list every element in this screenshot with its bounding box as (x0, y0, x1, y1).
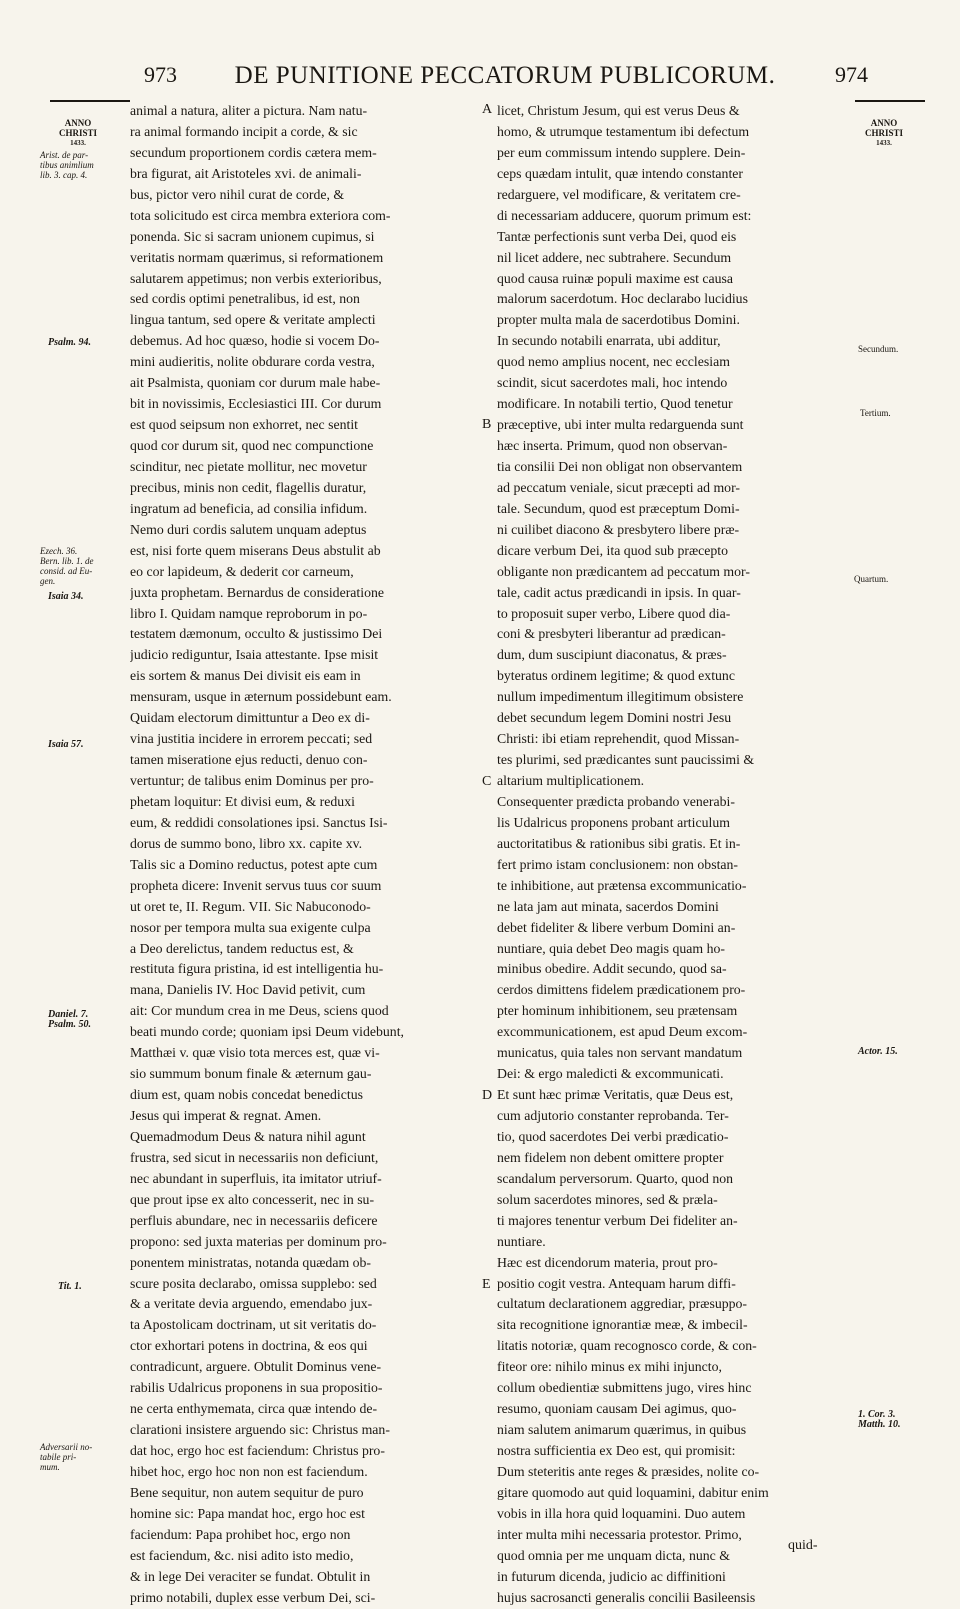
text-line: rabilis Udalricus proponens in sua propositio- (130, 1380, 383, 1396)
text-line: ad peccatum veniale, sicut præcepti ad mor- (497, 479, 740, 495)
margin-note-isaia-34: Isaia 34. (48, 591, 84, 602)
text-line: Talis sic a Domino reductus, potest apte cum (130, 856, 378, 872)
text-line: altarium multiplicationem. (497, 773, 645, 788)
text-line: pter hominum inhibitionem, seu prætensam (497, 1003, 738, 1019)
text-line: quod omnia per me unquam dicta, nunc & (497, 1547, 730, 1563)
text-line: primo notabili, duplex esse verbum Dei, sci- (130, 1589, 376, 1605)
page-number-right: 974 (835, 62, 868, 87)
text-line: scindit, sicut sacerdotes mali, hoc intendo (497, 375, 728, 391)
margin-line: tabile pri- (40, 1452, 77, 1462)
text-line: eo cor lapideum, & dederit cor carneum, (130, 563, 354, 579)
text-line: Jesus qui imperat & regnat. Amen. (130, 1108, 322, 1123)
text-line: debemus. Ad hoc quæso, hodie si vocem Do- (130, 333, 380, 349)
text-line: perfluis abundare, nec in necessariis deficere (130, 1212, 378, 1228)
text-line: Hæc est dicendorum materia, prout pro- (497, 1254, 718, 1270)
text-line: tamen miseratione ejus reducti, denuo con- (130, 752, 368, 768)
text-line: propono: sed juxta materias per dominum pro- (130, 1233, 387, 1249)
margin-line: Adversarii no- (40, 1442, 93, 1452)
text-line: tota solicitudo est circa membra exteriora com- (130, 207, 391, 223)
text-line: bus, pictor vero nihil curat de corde, & (130, 186, 345, 202)
text-line: nil licet addere, nec subtrahere. Secundum (497, 249, 732, 265)
text-line: solum sacerdotes minores, sed & præla- (497, 1191, 718, 1207)
anno-line: 1433. (70, 139, 86, 147)
text-line: libro I. Quidam namque reproborum in po- (130, 605, 368, 621)
anno-line: CHRISTI (58, 128, 97, 138)
text-line: clarationi insistere arguendo sic: Christus man- (130, 1422, 390, 1438)
text-line: propter multa mala de sacerdotibus Domini. (497, 312, 740, 328)
text-line: judicio rediguntur, Isaia attestante. Ipse misit (130, 647, 379, 663)
text-line: & a veritate devia arguendo, emendabo jux- (130, 1296, 373, 1312)
text-line: ctor exhortari potens in doctrina, & eos qui (130, 1338, 368, 1354)
page-title: DE PUNITIONE PECCATORUM PUBLICORUM. (234, 62, 776, 89)
header-rule-left (50, 100, 130, 102)
text-line: hibet hoc, ergo hoc non non est faciendum. (130, 1463, 368, 1479)
text-line: Quidam electorum dimittuntur a Deo ex di- (130, 710, 370, 726)
margin-note-adversarii (40, 1442, 92, 1472)
text-line: est faciendum, &c. nisi adito isto medio, (130, 1547, 354, 1563)
text-line: lingua tantum, sed opere & veritate amplecti (130, 312, 376, 328)
text-line: tio, quod sacerdotes Dei verbi prædicatio- (497, 1128, 729, 1144)
text-line: collum obedientiæ submittens jugo, vires hinc (497, 1380, 752, 1396)
text-line: salutarem appetimus; non verbis exterioribus, (130, 270, 382, 286)
text-line: homine sic: Papa mandat hoc, ergo hoc est (130, 1505, 365, 1521)
text-line: nosor per tempora multa sua exigente culpa (130, 919, 371, 935)
margin-note-cor (858, 1410, 901, 1430)
text-line: quod causa ruinæ populi maxime est causa (497, 270, 734, 286)
text-line: que prout ipse ex alto concesserit, nec in su- (130, 1191, 375, 1207)
text-line: eis sortem & manus Dei divisit eis eam in (130, 668, 361, 684)
text-line: ait: Cor mundum crea in me Deus, sciens quod (130, 1003, 389, 1019)
margin-line: 1. Cor. 3. (858, 1409, 896, 1420)
section-letter-c: C (482, 774, 492, 789)
text-line: Matthæi v. quæ visio tota merces est, quæ vi- (130, 1045, 380, 1061)
section-letter-e: E (482, 1277, 491, 1292)
text-line: phetam loquitur: Et divisi eum, & reduxi (130, 793, 355, 809)
text-line: quod cor durum sit, quod nec compunctione (130, 438, 374, 453)
text-line: byteratus ordinem legitime; & quod extunc (497, 668, 735, 684)
text-line: mini audieritis, nolite obdurare corda vestra, (130, 354, 375, 370)
text-line: in futurum dicenda, judicio ac diffinitioni (497, 1568, 726, 1584)
text-line: ait Psalmista, quoniam cor durum male habe- (130, 375, 381, 391)
text-line: debet secundum legem Domini nostri Jesu (497, 710, 732, 726)
text-line: frustra, sed sicut in necessariis non deficiunt, (130, 1149, 379, 1165)
page-number-left: 973 (144, 62, 177, 87)
text-line: malorum sacerdotum. Hoc declarabo lucidius (497, 291, 748, 307)
text-line: beati mundo corde; quoniam ipsi Deum videbunt, (130, 1024, 404, 1040)
anno-line: CHRISTI (864, 128, 903, 138)
text-line: ra animal formando incipit a corde, & sic (130, 123, 358, 139)
anno-line: 1433. (876, 139, 892, 147)
text-line: veritatis normam quærimus, si reformationem (130, 249, 384, 265)
text-line: ti majores tenentur verbum Dei fideliter an- (497, 1212, 738, 1228)
text-line: ta Apostolicam doctrinam, ut sit veritatis do- (130, 1317, 377, 1333)
text-line: litatis notoriæ, quam recognosco corde, & con- (497, 1338, 757, 1354)
margin-note-actor: Actor. 15. (858, 1046, 898, 1057)
text-line: inter multa mihi necessaria protestor. Primo, (497, 1526, 742, 1542)
text-line: est quod seipsum non exhorret, nec sentit (130, 417, 358, 433)
text-line: cum adjutorio constanter reprobanda. Ter- (497, 1108, 729, 1123)
margin-note-arist (40, 150, 94, 180)
text-line: Et sunt hæc primæ Veritatis, quæ Deus est, (497, 1087, 734, 1103)
catchword: quid- (788, 1538, 818, 1553)
text-line: Tantæ perfectionis sunt verba Dei, quod eis (497, 228, 737, 244)
text-line: propheta dicere: Invenit servus tuus cor suum (130, 877, 382, 893)
text-line: Bene sequitur, non autem sequitur de puro (130, 1484, 364, 1500)
margin-note-psalm: Psalm. 94. (48, 337, 92, 348)
text-line: homo, & utrumque testamentum ibi defectum (497, 123, 750, 139)
text-line: tes plurimi, sed prædicantes sunt paucissimi & (497, 752, 755, 768)
text-line: ceps quædam intulit, quæ intendo constanter (497, 165, 744, 181)
text-line: est, nisi forte quem miserans Deus abstulit ab (130, 542, 381, 558)
text-line: In secundo notabili enarrata, ubi additur, (497, 333, 721, 349)
text-line: positio cogit vestra. Antequam harum diffi- (497, 1275, 736, 1291)
text-line: nem fidelem non debent omittere propter (497, 1149, 724, 1165)
margin-line: gen. (40, 576, 56, 586)
text-line: nuntiare. (497, 1233, 546, 1249)
text-line: scandalum perversorum. Quarto, quod non (497, 1170, 734, 1186)
text-line: testatem dæmonum, occulto & justissimo Dei (130, 626, 383, 642)
text-line: ni cuilibet diacono & presbytero libere præ- (497, 521, 740, 537)
text-line: Dum steteritis ante reges & præsides, nolite co- (497, 1463, 760, 1479)
text-line: nuntiare, quia debet Deo magis quam ho- (497, 940, 725, 956)
anno-christi-left (52, 118, 104, 148)
text-line: municatus, quia tales non servant mandatum (497, 1045, 743, 1061)
text-line: quod nemo amplius nocent, nec ecclesiam (497, 354, 730, 370)
text-line: tale, cadit actus prædicandi in ipsis. In quar- (497, 584, 741, 600)
text-line: redarguere, vel modificare, & veritatem cre- (497, 186, 741, 202)
page-header (130, 62, 880, 102)
text-line: te inhibitione, aut prætensa excommunicatio- (497, 877, 747, 893)
text-line: tia consilii Dei non obligat non observantem (497, 458, 743, 474)
anno-christi-right (856, 118, 912, 148)
text-line: fiteor ore: nihilo minus ex mihi injuncto, (497, 1359, 722, 1375)
text-line: juxta prophetam. Bernardus de consideratione (130, 584, 385, 600)
text-line: secundum proportionem cordis cætera mem- (130, 144, 377, 160)
text-line: dium est, quam nobis concedat benedictus (130, 1087, 363, 1103)
text-line: per eum commissum intendo supplere. Dein- (497, 144, 746, 160)
text-line: coni & presbyteri liberantur ad prædican- (497, 626, 726, 642)
text-line: niam salutem animarum quærimus, in quibus (497, 1422, 747, 1438)
margin-note-secundum: Secundum. (858, 344, 899, 354)
text-line: Quemadmodum Deus & natura nihil agunt (130, 1128, 366, 1144)
text-line: contradicunt, arguere. Obtulit Dominus vene- (130, 1359, 382, 1375)
text-line: eum, & reddidi consolationes ipsi. Sanctus Isi- (130, 814, 388, 830)
text-line: dicare verbum Dei, ita quod sub præcepto (497, 542, 729, 558)
text-line: sio summum bonum finale & æternum gau- (130, 1066, 372, 1082)
text-line: & in lege Dei veraciter se fundat. Obtulit in (130, 1568, 371, 1584)
text-line: bra figurat, ait Aristoteles xvi. de animali- (130, 165, 362, 181)
text-line: Christi: ibi etiam reprehendit, quod Missan- (497, 731, 740, 747)
margin-line: Arist. de par- (40, 150, 89, 160)
text-line: dorus de summo bono, libro xx. capite xv. (130, 835, 363, 851)
text-line: hujus sacrosancti generalis concilii Basileensis (497, 1589, 756, 1605)
margin-line: Daniel. 7. (48, 1009, 89, 1020)
margin-note-isaia-57: Isaia 57. (48, 739, 84, 750)
text-line: vina justitia incidere in errorem peccati; sed (130, 731, 373, 747)
text-line: minibus obedire. Addit secundo, quod sa- (497, 961, 727, 977)
margin-note-quartum: Quartum. (854, 574, 889, 584)
text-line: ponenda. Sic si sacram unionem cupimus, si (130, 228, 375, 244)
text-line: scinditur, nec pietate mollitur, nec movetur (130, 458, 367, 474)
text-line: obligante non prædicantem ad peccatum mor- (497, 563, 750, 579)
text-line: sita recognitione ignorantiæ meæ, & imbecil- (497, 1317, 748, 1333)
text-line: lis Udalricus proponens probant articulum (497, 814, 730, 830)
text-line: Dei: & ergo maledicti & excommunicati. (497, 1066, 724, 1082)
text-line: dum, dum suscipiunt diaconatus, & præs- (497, 647, 727, 663)
text-line: dat hoc, ergo hoc est faciendum: Christus pro- (130, 1443, 385, 1458)
text-line: debet fideliter & libere verbum Domini an- (497, 919, 736, 935)
text-line: præceptive, ubi inter multa redarguenda sunt (497, 417, 744, 433)
anno-line: ANNO (64, 118, 92, 128)
margin-line: Matth. 10. (858, 1419, 901, 1430)
text-line: hæc inserta. Primum, quod non observan- (497, 438, 728, 453)
text-line: nec abundant in superfluis, ita imitator utriuf- (130, 1170, 382, 1186)
section-letter-d: D (482, 1088, 493, 1103)
text-line: vobis in illa hora quid loquamini. Duo autem (497, 1505, 746, 1521)
section-letter-a: A (482, 102, 493, 117)
left-column (130, 101, 488, 1609)
text-line: ne certa enthymemata, circa quæ intendo de- (130, 1401, 378, 1417)
text-line: ne lata jam aut minata, sacerdos Domini (497, 898, 719, 914)
text-line: nullum impedimentum illegitimum obsistere (497, 689, 744, 705)
margin-line: Bern. lib. 1. de (40, 556, 94, 566)
margin-note-ezech (40, 546, 94, 586)
text-line: auctoritatibus & rationibus sibi gratis. Et in- (497, 835, 741, 851)
section-letter-b: B (482, 417, 492, 432)
margin-line: mum. (40, 1462, 60, 1472)
text-line: precibus, minis non cedit, flagellis duratur, (130, 479, 367, 495)
header-rule-right (855, 100, 925, 102)
text-line: faciendum: Papa prohibet hoc, ergo non (130, 1526, 351, 1542)
text-line: ingratum ad beneficia, ad consilia infidum. (130, 500, 368, 516)
margin-line: tibus animlium (40, 160, 94, 170)
text-line: mensuram, usque in æternum possidebunt eam. (130, 689, 392, 705)
text-line: fert primo istam conclusionem: non obstan- (497, 856, 739, 872)
text-line: ut oret te, II. Regum. VII. Sic Nabuconodo- (130, 898, 371, 914)
text-line: animal a natura, aliter a pictura. Nam natu- (130, 103, 368, 118)
text-line: nostra sufficientia ex Deo est, qui promisit: (497, 1443, 736, 1458)
text-line: a Deo derelictus, tandem reductus est, & (130, 940, 354, 956)
text-line: restituta figura pristina, id est intelligentia hu- (130, 961, 384, 977)
text-line: vertuntur; de talibus enim Dominus per pro- (130, 773, 374, 788)
text-line: gitare quomodo aut quid loquamini, dabitur enim (497, 1484, 769, 1500)
text-line: Consequenter prædicta probando venerabi- (497, 793, 735, 809)
text-line: Nemo duri cordis salutem unquam adeptus (130, 521, 367, 537)
right-column (497, 101, 855, 1609)
margin-line: lib. 3. cap. 4. (40, 170, 88, 180)
text-line: cerdos dimittens fidelem prædicationem pro- (497, 982, 746, 998)
margin-line: Ezech. 36. (40, 546, 78, 556)
margin-note-daniel (48, 1010, 91, 1030)
text-line: resumo, quoniam causam Dei agimus, quo- (497, 1401, 737, 1417)
margin-line: consid. ad Eu- (40, 566, 93, 576)
margin-note-tertium: Tertium. (860, 408, 891, 418)
text-line: tale. Secundum, quod est præceptum Domi- (497, 500, 740, 516)
text-line: modificare. In notabili tertio, Quod tenetur (497, 396, 733, 412)
margin-line: Psalm. 50. (48, 1019, 92, 1030)
anno-line: ANNO (870, 118, 898, 128)
text-line: sed cordis optimi penetralibus, id est, non (130, 291, 360, 307)
text-line: cultatum declarationem aggrediar, præsuppo- (497, 1296, 748, 1312)
margin-note-tit: Tit. 1. (58, 1281, 82, 1292)
text-line: excommunicationem, est apud Deum excom- (497, 1024, 748, 1040)
text-line: ponentem ministratas, notanda quædam ob- (130, 1254, 372, 1270)
text-line: mana, Danielis IV. Hoc David petivit, cum (130, 982, 366, 998)
text-line: licet, Christum Jesum, qui est verus Deus & (497, 103, 740, 118)
text-line: scure posita declarabo, omissa supplebo: sed (130, 1275, 377, 1291)
text-line: bit in novissimis, Ecclesiastici III. Cor durum (130, 396, 382, 412)
text-line: to proposuit super verbo, Libere quod dia- (497, 605, 731, 621)
text-line: di necessariam adducere, quorum primum est: (497, 207, 752, 223)
